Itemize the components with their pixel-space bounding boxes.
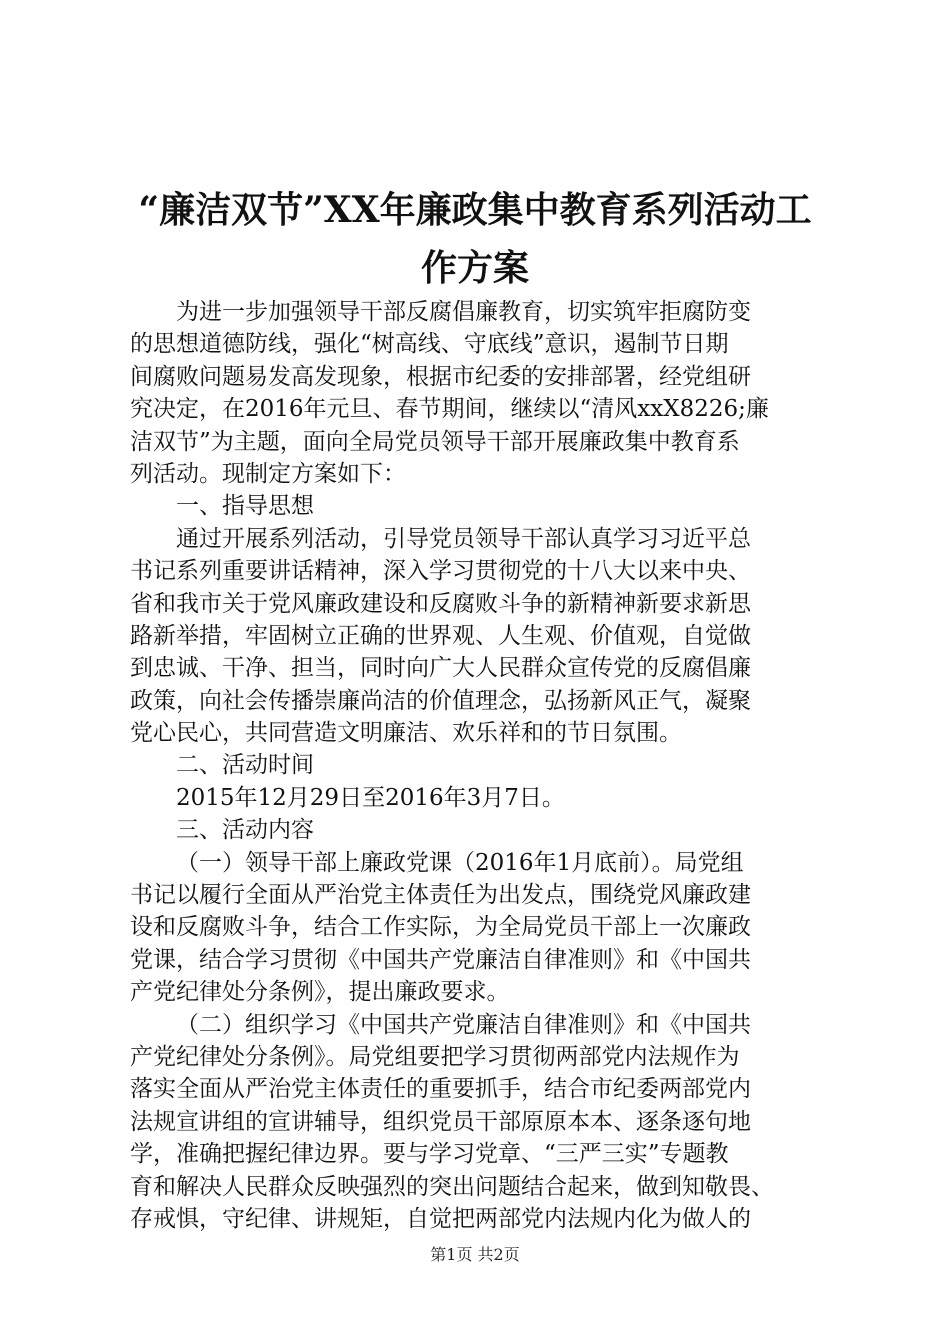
paragraph-line: 2015年12月29日至2016年3月7日。 xyxy=(176,784,565,811)
paragraph-line: 法规宣讲组的宣讲辅导，组织党员干部原原本本、逐条逐句地 xyxy=(130,1108,751,1135)
paragraph-line: 存戒惧，守纪律、讲规矩，自觉把两部党内法规内化为做人的 xyxy=(130,1205,751,1232)
section-heading: 二、活动时间 xyxy=(176,752,314,779)
paragraph-line: 到忠诚、干净、担当，同时向广大人民群众宣传党的反腐倡廉 xyxy=(130,655,751,682)
paragraph-line: 洁双节”为主题，面向全局党员领导干部开展廉政集中教育系 xyxy=(130,428,740,455)
paragraph-line: 书记以履行全面从严治党主体责任为出发点，围绕党风廉政建 xyxy=(130,882,751,909)
paragraph-line: 党心民心，共同营造文明廉洁、欢乐祥和的节日氛围。 xyxy=(130,720,682,747)
paragraph-line: 究决定，在2016年元旦、春节期间，继续以“清风xxX8226;廉 xyxy=(130,396,769,423)
paragraph-line: 落实全面从严治党主体责任的重要抓手，结合市纪委两部党内 xyxy=(130,1076,751,1103)
paragraph-line: 学，准确把握纪律边界。要与学习党章、“三严三实”专题教 xyxy=(130,1141,729,1168)
paragraph-line: 间腐败问题易发高发现象，根据市纪委的安排部署，经党组研 xyxy=(130,363,751,390)
paragraph-line: 书记系列重要讲话精神，深入学习贯彻党的十八大以来中央、 xyxy=(130,558,751,585)
paragraph-line: 列活动。现制定方案如下： xyxy=(130,460,406,487)
paragraph-line: 的思想道德防线，强化“树高线、守底线”意识，遏制节日期 xyxy=(130,331,729,358)
paragraph-line: 产党纪律处分条例》。局党组要把学习贯彻两部党内法规作为 xyxy=(130,1043,740,1070)
paragraph-line: 产党纪律处分条例》，提出廉政要求。 xyxy=(130,979,510,1006)
paragraph-line: 为进一步加强领导干部反腐倡廉教育，切实筑牢拒腐防变 xyxy=(176,299,751,325)
document-body xyxy=(130,296,830,1235)
paragraph-line: 政策，向社会传播崇廉尚洁的价值理念，弘扬新风正气，凝聚 xyxy=(130,687,751,714)
paragraph-line: 育和解决人民群众反映强烈的突出问题结合起来，做到知敬畏、 xyxy=(130,1173,774,1200)
paragraph-line: 通过开展系列活动，引导党员领导干部认真学习习近平总 xyxy=(176,525,751,552)
paragraph-line: 党课，结合学习贯彻《中国共产党廉洁自律准则》和《中国共 xyxy=(130,946,751,973)
section-heading: 一、指导思想 xyxy=(176,493,314,520)
paragraph-line: 设和反腐败斗争，结合工作实际，为全局党员干部上一次廉政 xyxy=(130,914,751,941)
document-title-line-1: “廉洁双节”XX年廉政集中教育系列活动工 xyxy=(138,189,812,231)
paragraph-line: 省和我市关于党风廉政建设和反腐败斗争的新精神新要求新思 xyxy=(130,590,751,617)
section-heading: 三、活动内容 xyxy=(176,817,314,844)
paragraph-line: （一）领导干部上廉政党课（2016年1月底前）。局党组 xyxy=(176,849,744,876)
paragraph-line: 路新举措，牢固树立正确的世界观、人生观、价值观，自觉做 xyxy=(130,622,751,649)
paragraph-line: （二）组织学习《中国共产党廉洁自律准则》和《中国共 xyxy=(176,1011,751,1038)
document-title-line-2: 作方案 xyxy=(420,247,529,289)
page-number-footer: 第1页 共2页 xyxy=(430,1245,520,1264)
